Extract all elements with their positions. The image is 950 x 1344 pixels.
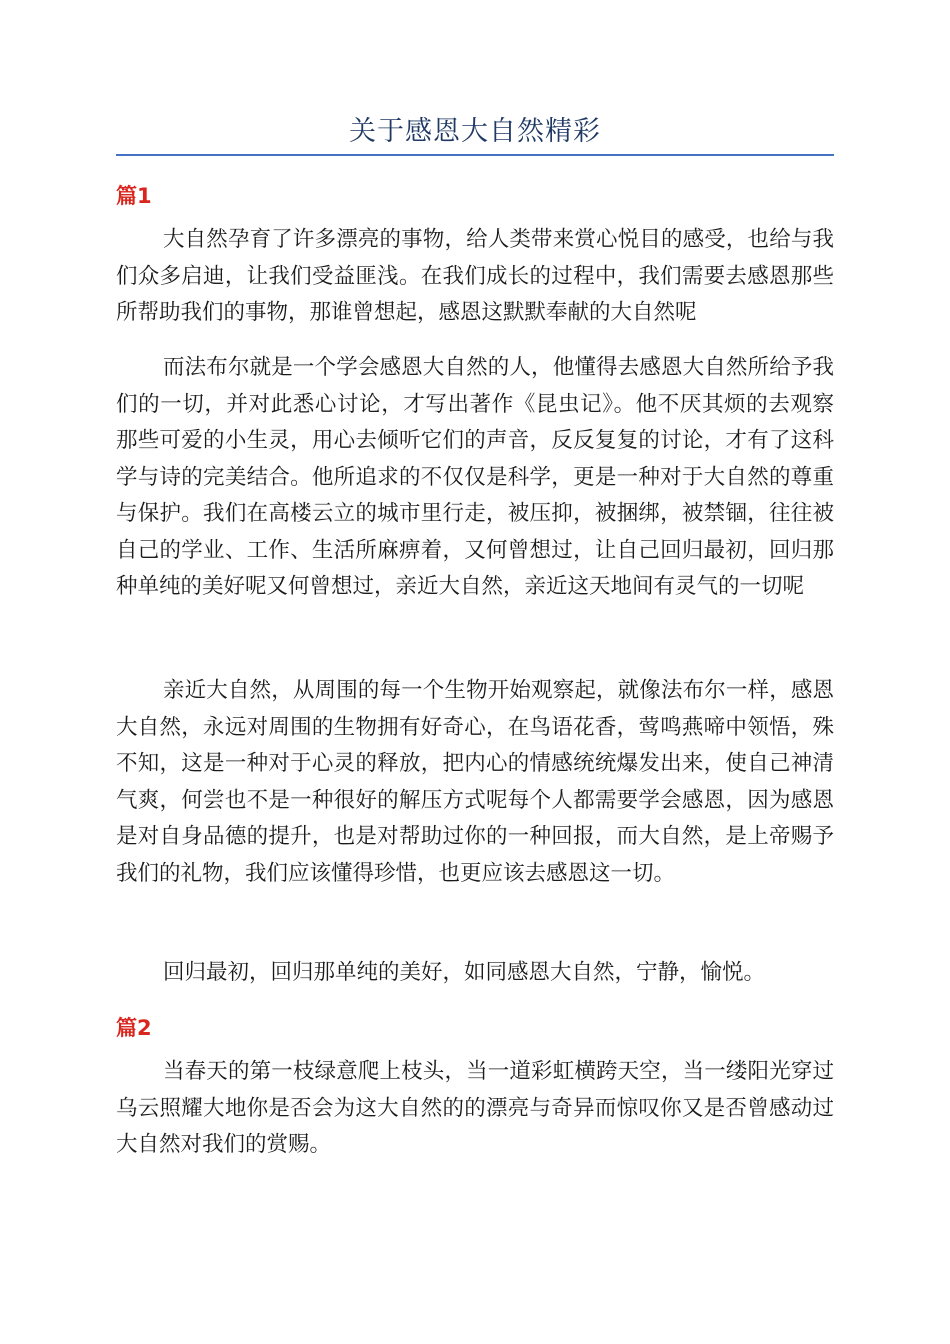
document-title: 关于感恩大自然精彩	[349, 116, 601, 147]
paragraph: 大自然孕育了许多漂亮的事物，给人类带来赏心悦目的感受，也给与我们众多启迪，让我们受益匪浅。在我们成长的过程中，我们需要去感恩那些所帮助我们的事物，那谁曾想起，感恩这默默奉献的大自然呢	[116, 227, 834, 325]
section-heading-1: 篇1	[116, 184, 152, 208]
paragraph: 回归最初，回归那单纯的美好，如同感恩大自然，宁静，愉悦。	[163, 960, 766, 985]
paragraph: 亲近大自然，从周围的每一个生物开始观察起，就像法布尔一样，感恩大自然，永远对周围的生物拥有好奇心，在鸟语花香，莺鸣燕啼中领悟，殊不知，这是一种对于心灵的释放，把内心的情感统统爆发出来，使自己神清气爽，何尝也不是一种很好的解压方式呢每个人都需要学会感恩，因为感恩是对自身品德的提升，也是对帮助过你的一种回报，而大自然，是上帝赐予我们的礼物，我们应该懂得珍惜，也更应该去感恩这一切。	[116, 678, 834, 886]
paragraph: 当春天的第一枝绿意爬上枝头，当一道彩虹横跨天空，当一缕阳光穿过乌云照耀大地你是否会为这大自然的的漂亮与奇异而惊叹你又是否曾感动过大自然对我们的赏赐。	[116, 1059, 834, 1157]
paragraph: 而法布尔就是一个学会感恩大自然的人，他懂得去感恩大自然所给予我们的一切，并对此悉心讨论，才写出著作《昆虫记》。他不厌其烦的去观察那些可爱的小生灵，用心去倾听它们的声音，反反复复的讨论，才有了这科学与诗的完美结合。他所追求的不仅仅是科学，更是一种对于大自然的尊重与保护。我们在高楼云立的城市里行走，被压抑，被捆绑，被禁锢，往往被自己的学业、工作、生活所麻痹着，又何曾想过，让自己回归最初，回归那种单纯的美好呢又何曾想过，亲近大自然，亲近这天地间有灵气的一切呢	[116, 355, 834, 599]
section-heading-2: 篇2	[116, 1016, 152, 1040]
title-divider	[116, 154, 834, 156]
